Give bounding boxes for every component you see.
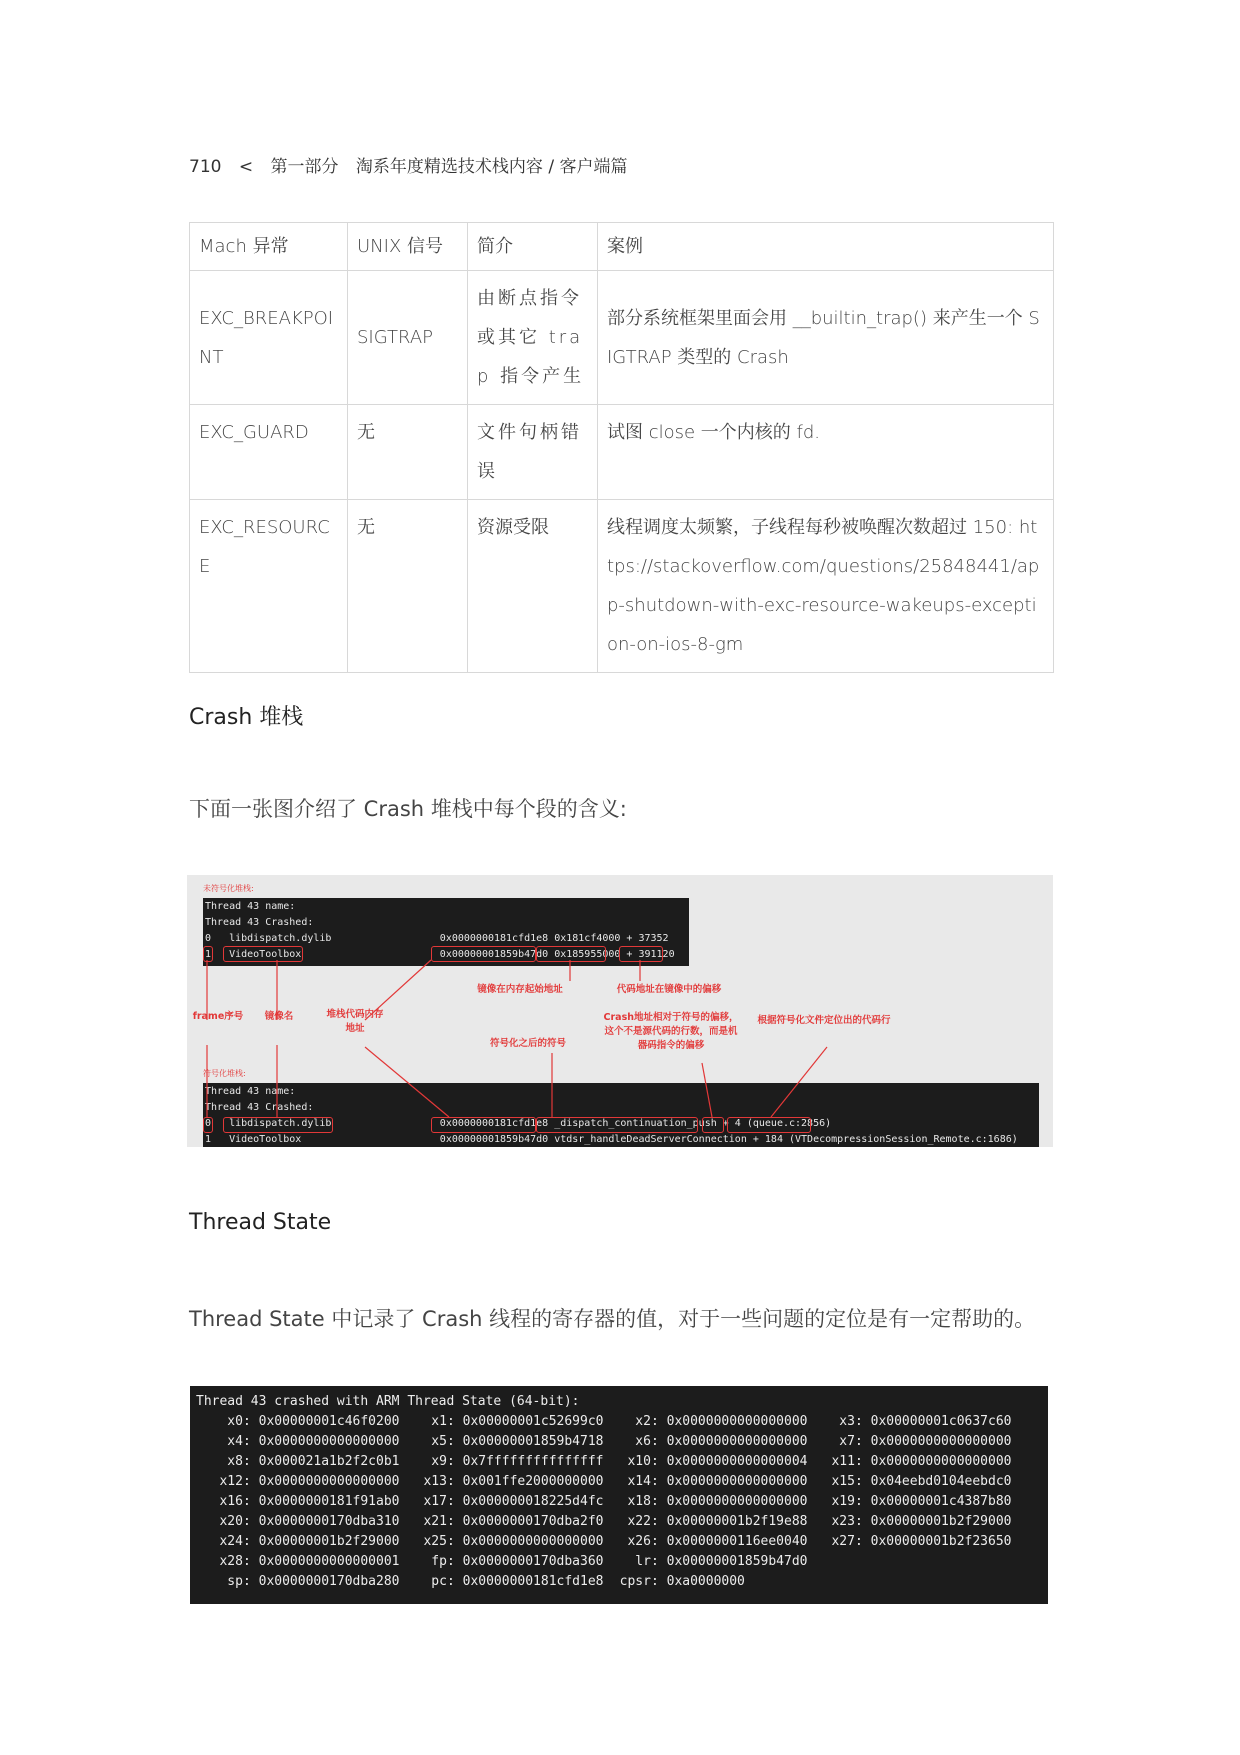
thread-state-figure bbox=[190, 1386, 1048, 1604]
register-value: x12: 0x0000000000000000 bbox=[196, 1474, 400, 1489]
register-value: x11: 0x0000000000000000 bbox=[808, 1454, 1012, 1469]
terminal-line: Thread 43 name: bbox=[205, 1086, 296, 1097]
register-value: fp: 0x0000000170dba360 bbox=[400, 1554, 604, 1569]
register-value: x23: 0x00000001b2f29000 bbox=[808, 1514, 1012, 1529]
table-cell: 文件句柄错误 bbox=[468, 405, 598, 500]
table-row bbox=[190, 500, 1054, 673]
register-value: x8: 0x000021a1b2f2c0b1 bbox=[196, 1454, 400, 1469]
page-number: 710 bbox=[189, 157, 222, 177]
image-name-annotation: 镜像名 bbox=[264, 1011, 294, 1022]
register-value: x27: 0x00000001b2f23650 bbox=[808, 1534, 1012, 1549]
thread-state-title: Thread 43 crashed with ARM Thread State (64-bit): bbox=[196, 1394, 580, 1409]
crash-paragraph: 下面一张图介绍了 Crash 堆栈中每个段的含义: bbox=[189, 797, 627, 821]
unsymbolicated-label: 未符号化堆栈: bbox=[203, 884, 254, 893]
register-value: x16: 0x0000000181f91ab0 bbox=[196, 1494, 400, 1509]
register-value: x20: 0x0000000170dba310 bbox=[196, 1514, 400, 1529]
part-label: 第一部分 bbox=[270, 157, 339, 177]
terminal-line: Thread 43 name: bbox=[205, 901, 296, 912]
frame-index-annotation: frame序号 bbox=[192, 1011, 244, 1022]
crash-offset-annotation: Crash地址相对于符号的偏移，这个不是源代码的行数，而是机器码指令的偏移 bbox=[603, 1012, 739, 1051]
terminal-line: 1 VideoToolbox 0x00000001859b47d0 vtdsr_handleDeadServerConnection + 184 (VTDecompressionSession_Remote.c:1686) bbox=[205, 1134, 1018, 1145]
crash-stack-figure bbox=[187, 875, 1053, 1147]
section-heading-crash: Crash 堆栈 bbox=[189, 705, 304, 730]
register-value: x9: 0x7fffffffffffffff bbox=[400, 1454, 604, 1469]
register-value: x2: 0x0000000000000000 bbox=[604, 1414, 808, 1429]
thread-state-paragraph: Thread State 中记录了 Crash 线程的寄存器的值，对于一些问题的定位是有一定帮助的。 bbox=[189, 1307, 1036, 1331]
header-cell: 简介 bbox=[468, 223, 598, 271]
table-cell: 试图 close 一个内核的 fd. bbox=[598, 405, 1054, 500]
register-value: x19: 0x00000001c4387b80 bbox=[808, 1494, 1012, 1509]
symbol-annotation: 符号化之后的符号 bbox=[489, 1038, 566, 1049]
section-heading-thread-state: Thread State bbox=[189, 1210, 332, 1235]
table-cell: EXC_GUARD bbox=[190, 405, 348, 500]
register-value: x26: 0x0000000116ee0040 bbox=[604, 1534, 808, 1549]
register-value: x7: 0x0000000000000000 bbox=[808, 1434, 1012, 1449]
header-arrow: < bbox=[238, 157, 254, 177]
terminal-line: 1 VideoToolbox 0x00000001859b47d0 0x185955000 + 391120 bbox=[205, 949, 675, 960]
exception-table bbox=[189, 222, 1054, 673]
terminal-line: Thread 43 Crashed: bbox=[205, 1102, 314, 1113]
register-value: x6: 0x0000000000000000 bbox=[604, 1434, 808, 1449]
offset-annotation: 代码地址在镜像中的偏移 bbox=[616, 984, 722, 995]
header-cell: Mach 异常 bbox=[190, 223, 348, 271]
table-row bbox=[190, 271, 1054, 405]
register-value: x25: 0x0000000000000000 bbox=[400, 1534, 604, 1549]
stack-addr-annotation: 堆栈代码内存地址 bbox=[326, 1009, 384, 1034]
register-value: x13: 0x001ffe2000000000 bbox=[400, 1474, 604, 1489]
register-value: x10: 0x0000000000000004 bbox=[604, 1454, 808, 1469]
register-value: x4: 0x0000000000000000 bbox=[196, 1434, 400, 1449]
table-header-row bbox=[190, 223, 1054, 271]
table-cell: SIGTRAP bbox=[348, 271, 468, 405]
register-value: pc: 0x0000000181cfd1e8 bbox=[400, 1574, 604, 1589]
terminal-line: 0 libdispatch.dylib 0x0000000181cfd1e8 0x181cf4000 + 37352 bbox=[205, 933, 669, 944]
terminal-line: 0 libdispatch.dylib 0x0000000181cfd1e8 _dispatch_continuation_push + 4 (queue.c:2856) bbox=[205, 1118, 832, 1129]
table-cell: 由断点指令或其它 trap 指令产生 bbox=[468, 271, 598, 405]
table-cell: EXC_BREAKPOINT bbox=[190, 271, 348, 405]
register-value: cpsr: 0xa0000000 bbox=[604, 1574, 745, 1589]
register-value: lr: 0x00000001859b47d0 bbox=[604, 1554, 808, 1569]
header-cell: UNIX 信号 bbox=[348, 223, 468, 271]
register-value: sp: 0x0000000170dba280 bbox=[196, 1574, 400, 1589]
table-cell: 无 bbox=[348, 500, 468, 673]
image-start-annotation: 镜像在内存起始地址 bbox=[477, 984, 563, 995]
register-value: x28: 0x0000000000000001 bbox=[196, 1554, 400, 1569]
register-value: x18: 0x0000000000000000 bbox=[604, 1494, 808, 1509]
register-value: x14: 0x0000000000000000 bbox=[604, 1474, 808, 1489]
terminal-line: Thread 43 Crashed: bbox=[205, 917, 314, 928]
table-row bbox=[190, 405, 1054, 500]
table-cell: 资源受限 bbox=[468, 500, 598, 673]
register-value: x0: 0x00000001c46f0200 bbox=[196, 1414, 400, 1429]
register-value: x17: 0x000000018225d4fc bbox=[400, 1494, 604, 1509]
symbolicated-label: 符号化堆栈: bbox=[203, 1069, 246, 1078]
header-cell: 案例 bbox=[598, 223, 1054, 271]
table-cell: 线程调度太频繁，子线程每秒被唤醒次数超过 150: https://stackoverflow.com/questions/25848441/app-shutdown-with-exc-resource-wakeups-exception-on-ios-8-gm bbox=[598, 500, 1054, 673]
source-line-annotation: 根据符号化文件定位出的代码行 bbox=[757, 1015, 891, 1026]
register-value: x5: 0x00000001859b4718 bbox=[400, 1434, 604, 1449]
register-value: x21: 0x0000000170dba2f0 bbox=[400, 1514, 604, 1529]
register-value: x1: 0x00000001c52699c0 bbox=[400, 1414, 604, 1429]
register-value: x15: 0x04eebd0104eebdc0 bbox=[808, 1474, 1012, 1489]
table-cell: 部分系统框架里面会用 __builtin_trap() 来产生一个 SIGTRAP 类型的 Crash bbox=[598, 271, 1054, 405]
page-header bbox=[189, 152, 639, 177]
book-title: 淘系年度精选技术栈内容 / 客户端篇 bbox=[355, 157, 628, 177]
table-cell: EXC_RESOURCE bbox=[190, 500, 348, 673]
register-value: x3: 0x00000001c0637c60 bbox=[808, 1414, 1012, 1429]
register-value: x22: 0x00000001b2f19e88 bbox=[604, 1514, 808, 1529]
table-cell: 无 bbox=[348, 405, 468, 500]
register-value: x24: 0x00000001b2f29000 bbox=[196, 1534, 400, 1549]
